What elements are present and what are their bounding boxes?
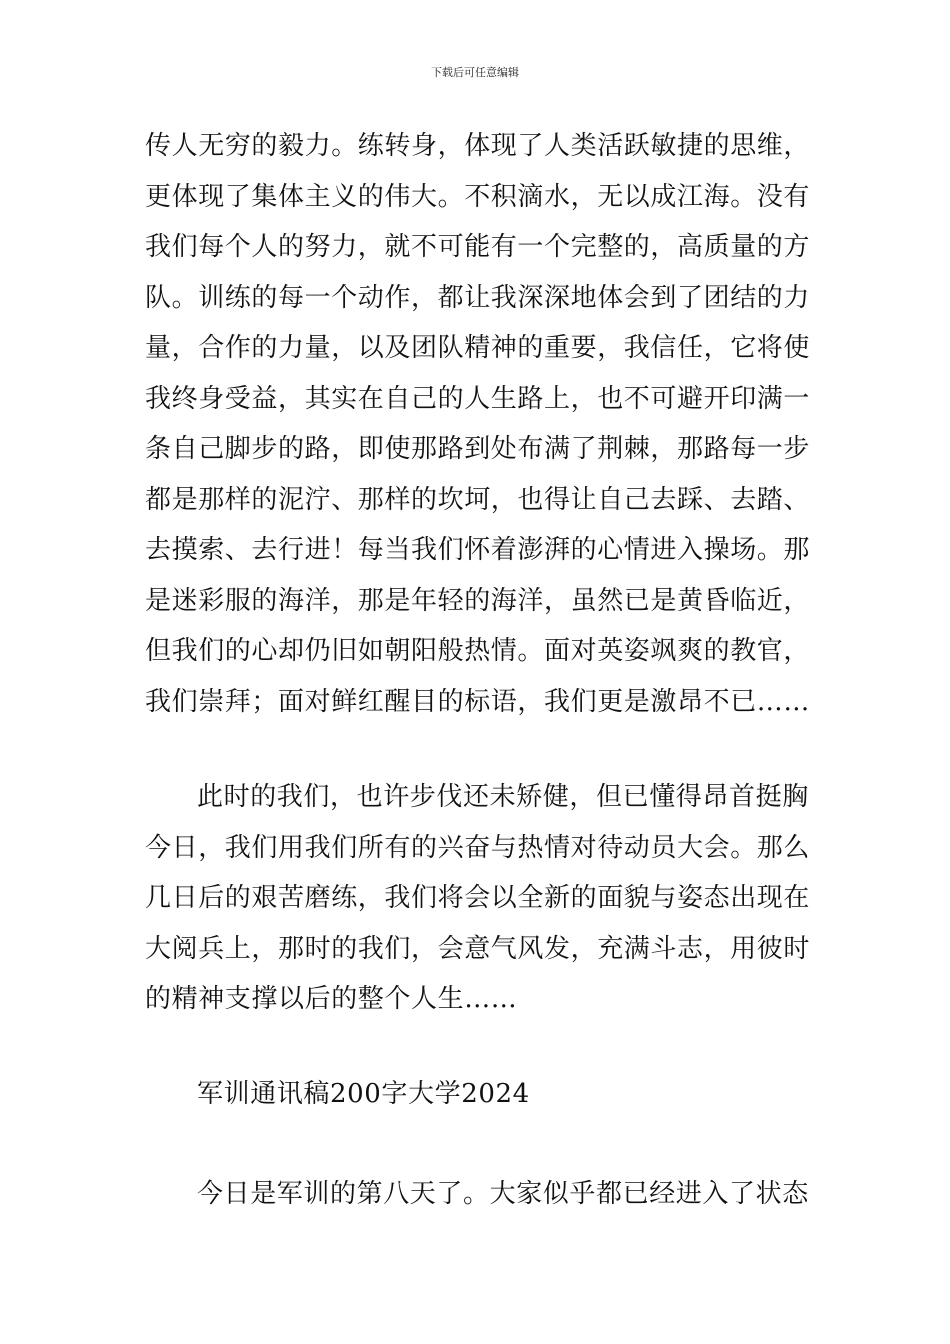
heading-line: 军训通讯稿200字大学2024 [197, 1079, 530, 1109]
page-header: 下载后可任意编辑 [431, 66, 519, 79]
text-line: 此时的我们，也许步伐还未矫健，但已懂得昂首挺胸 [197, 782, 809, 812]
paragraph-military-training-reflection [145, 121, 817, 727]
text-line: 去摸索、去行进！每当我们怀着澎湃的心情进入操场。那 [145, 535, 811, 565]
section-heading [145, 1069, 817, 1120]
text-line: 传人无穷的毅力。练转身，体现了人类活跃敏捷的思维， [145, 131, 811, 161]
text-line: 大阅兵上，那时的我们，会意气风发，充满斗志，用彼时 [145, 933, 811, 964]
text-line: 几日后的艰苦磨练，我们将会以全新的面貌与姿态出现在 [145, 883, 811, 913]
paragraph-mobilization-meeting [145, 772, 817, 1025]
text-line: 今日，我们用我们所有的兴奋与热情对待动员大会。那么 [145, 832, 811, 863]
text-line: 是迷彩服的海洋，那是年轻的海洋，虽然已是黄昏临近， [145, 585, 811, 616]
text-line: 更体现了集体主义的伟大。不积滴水，无以成江海。没有 [145, 181, 811, 212]
text-line: 我们每个人的努力，就不可能有一个完整的，高质量的方 [145, 232, 811, 262]
text-line: 我终身受益，其实在自己的人生路上，也不可避开印满一 [145, 383, 811, 414]
text-line: 条自己脚步的路，即使那路到处布满了荆棘，那路每一步 [145, 434, 811, 464]
text-line: 今日是军训的第八天了。大家似乎都已经进入了状态 [197, 1179, 809, 1209]
text-line: 的精神支撑以后的整个人生…… [145, 984, 518, 1014]
text-line: 量，合作的力量，以及团队精神的重要，我信任，它将使 [145, 333, 811, 363]
text-line: 队。训练的每一个动作，都让我深深地体会到了团结的力 [145, 282, 811, 313]
paragraph-eighth-day [145, 1169, 817, 1220]
text-line: 我们崇拜；面对鲜红醒目的标语，我们更是激昂不已…… [145, 686, 811, 717]
text-line: 都是那样的泥泞、那样的坎坷，也得让自己去踩、去踏、 [145, 484, 811, 515]
text-line: 但我们的心却仍旧如朝阳般热情。面对英姿飒爽的教官， [145, 636, 811, 666]
